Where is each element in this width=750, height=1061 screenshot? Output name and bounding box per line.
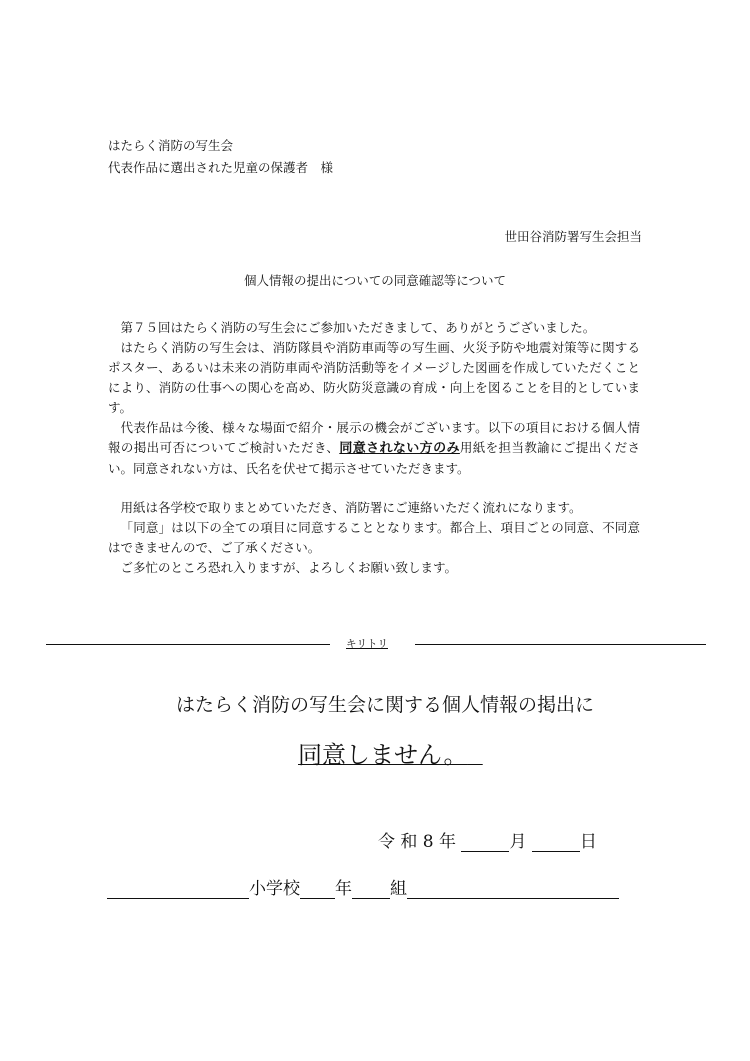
school-line (107, 874, 619, 899)
recipient-line-1: はたらく消防の写生会 (108, 138, 234, 153)
recipient-line-2: 代表作品に選出された児童の保護者 様 (108, 160, 334, 175)
month-blank[interactable] (461, 833, 509, 852)
day-blank[interactable] (532, 833, 580, 852)
date-line (378, 827, 597, 852)
paragraph-4: 用紙は各学校で取りまとめていただき、消防署にご連絡いただく流れになります。 (120, 500, 582, 515)
paragraph-2: はたらく消防の写生会は、消防隊員や消防車両等の写生画、火災予防や地震対策等に関するポスター、あるいは未来の消防車両や消防活動等をイメージした図画を作成していただくことにより、消防の仕事への関心を高め、防火防災意識の育成・向上を図ることを目的としています。 (108, 340, 640, 415)
sender: 世田谷消防署写生会担当 (504, 229, 642, 244)
name-blank[interactable] (407, 880, 619, 899)
paragraph-5: 「同意」は以下の全ての項目に同意することとなります。都合上、項目ごとの同意、不同意はできませんので、ご了承ください。 (108, 520, 640, 555)
class-blank[interactable] (352, 880, 390, 899)
era-label: 令 和 8 年 (378, 832, 457, 852)
cut-label: キリトリ (346, 638, 388, 650)
school-blank[interactable] (107, 880, 249, 899)
paragraph-3-post: 用紙を担当教諭にご提出ください。同意されない方は、氏名を伏せて掲示させていただきます。 (108, 440, 640, 476)
declaration-text: 同意しません。 (298, 741, 468, 769)
month-label: 月 (509, 832, 527, 852)
grade-label: 年 (335, 879, 352, 899)
school-label: 小学校 (249, 879, 300, 899)
form-declaration (298, 735, 483, 770)
cut-rule-left (46, 644, 330, 645)
paragraph-3-pre: 代表作品は今後、様々な場面で紹介・展示の機会がございます。以下の項目における個人情報の掲出可否についてご検討いただき、 (108, 420, 640, 455)
grade-blank[interactable] (300, 880, 335, 899)
cut-rule-right (415, 644, 706, 645)
form-title: はたらく消防の写生会に関する個人情報の掲出に (175, 694, 594, 716)
paragraph-1: 第７５回はたらく消防の写生会にご参加いただきまして、ありがとうございました。 (120, 320, 596, 335)
class-label: 組 (390, 879, 407, 899)
paragraph-3 (108, 418, 640, 479)
emphasis-no-consent: 同意されない方のみ (339, 441, 460, 456)
day-label: 日 (579, 832, 597, 852)
paragraph-6: ご多忙のところ恐れ入りますが、よろしくお願い致します。 (120, 560, 458, 575)
subject: 個人情報の提出についての同意確認等について (243, 273, 506, 288)
